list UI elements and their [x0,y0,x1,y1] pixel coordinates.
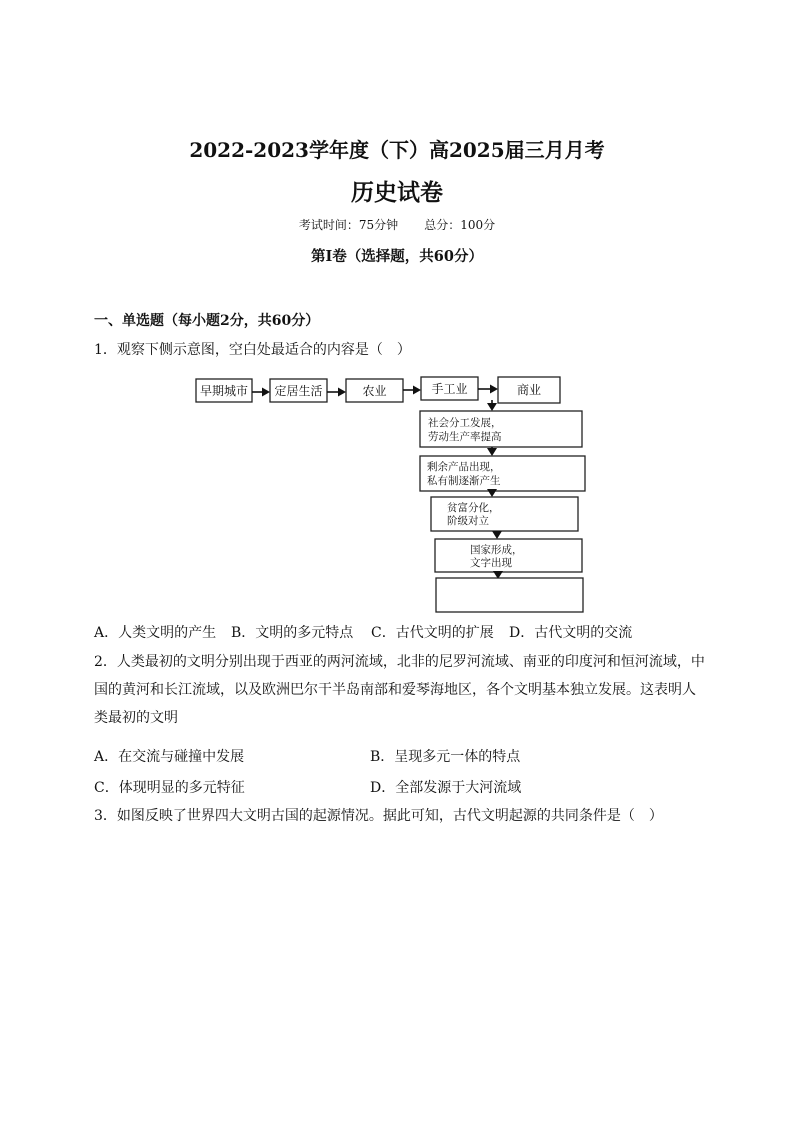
question-2-line-3: 类最初的文明 [94,710,178,726]
diagram-label-commerce: 商业 [516,383,542,397]
arrow-head-2 [338,388,346,397]
diagram-label-class-1: 贫富分化， [447,502,500,514]
question-2-line-1: 2．人类最初的文明分别出现于西亚的两河流域，北非的尼罗河流域、南亚的印度河和恒河流域，中 [94,654,705,670]
q1-option-a[interactable]: A．人类文明的产生 [94,625,217,641]
diagram-label-agriculture: 农业 [362,384,387,398]
diagram-label-division-1: 社会分工发展， [428,417,502,429]
diagram-label-class-2: 阶级对立 [447,515,489,527]
q2-option-c[interactable]: C．体现明显的多元特征 [94,780,245,796]
arrow-head-1 [262,388,270,397]
exam-score: 总分：100分 [424,218,496,232]
q2-option-a[interactable]: A．在交流与碰撞中发展 [94,749,245,765]
arrow-head-3 [413,386,421,395]
diagram-label-division-2: 劳动生产率提高 [428,431,502,443]
q2-option-b[interactable]: B．呈现多元一体的特点 [370,749,521,765]
diagram-label-state-2: 文字出现 [470,557,512,569]
diagram-label-state-1: 国家形成， [470,544,523,556]
arrow-head-8 [492,531,502,539]
exam-time: 考试时间：75分钟 [298,218,399,232]
arrow-head-7 [487,489,497,497]
question-2-stem [94,648,706,732]
exam-meta [0,216,794,233]
arrow-head-4 [490,385,498,394]
q1-option-c[interactable]: C．古代文明的扩展 [371,625,494,641]
exam-title: 2022-2023学年度（下）高2025届三月月考 [189,138,605,162]
q1-option-d[interactable]: D．古代文明的交流 [509,625,633,641]
arrow-head-6 [487,448,497,456]
diagram-label-surplus-1: 剩余产品出现， [427,461,501,473]
arrow-head-5 [487,403,497,411]
section-heading: 一、单选题（每小题2分，共60分） [94,313,320,329]
part-heading: 第Ⅰ卷（选择题，共60分） [311,248,483,265]
diagram-label-handicraft: 手工业 [431,382,468,396]
q1-option-b[interactable]: B．文明的多元特点 [231,625,354,641]
diagram-label-settled-life: 定居生活 [274,384,323,398]
diagram-label-early-city: 早期城市 [199,384,249,398]
question-1-diagram [192,372,604,613]
question-2-line-2: 国的黄河和长江流域，以及欧洲巴尔干半岛南部和爱琴海地区，各个文明基本独立发展。这表明人 [94,682,696,698]
diagram-box-blank-answer [436,578,583,612]
subject-title: 历史试卷 [351,179,443,206]
q2-option-d[interactable]: D．全部发源于大河流域 [370,780,522,796]
diagram-label-surplus-2: 私有制逐渐产生 [427,475,501,487]
question-1-stem: 1．观察下侧示意图，空白处最适合的内容是（ ） [94,342,411,358]
question-3-stem: 3．如图反映了世界四大文明古国的起源情况。据此可知，古代文明起源的共同条件是（ ） [94,808,663,824]
